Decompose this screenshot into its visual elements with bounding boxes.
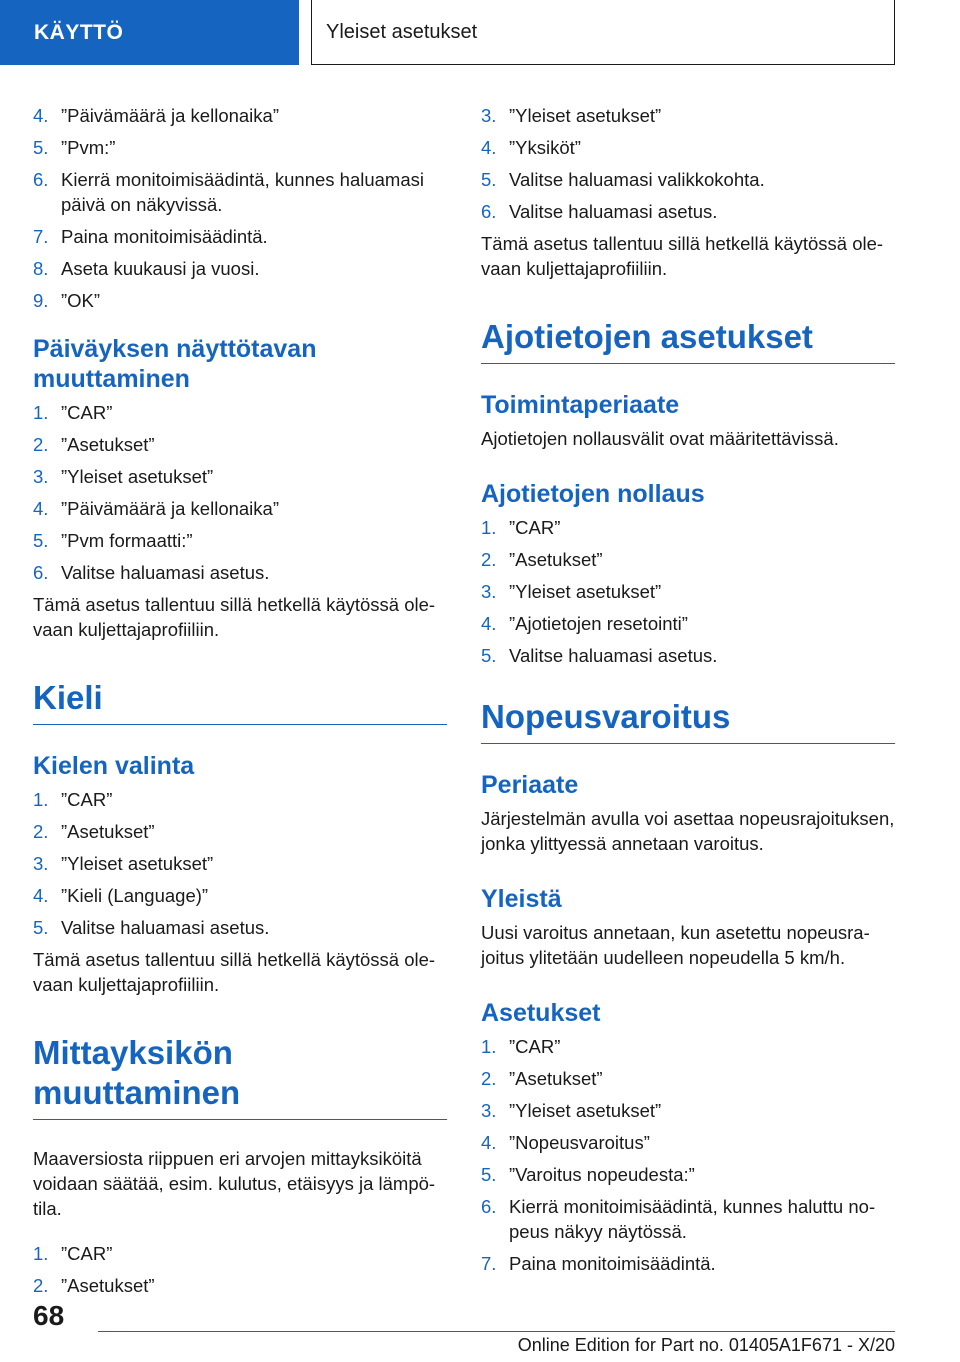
section-heading: Kielen valinta (33, 752, 195, 780)
date-format-steps (33, 400, 447, 585)
section-heading: Ajotietojen nollaus (481, 480, 705, 508)
step-text: ”CAR” (61, 789, 113, 810)
section-heading: Asetukset (481, 999, 601, 1027)
step-number: 4. (481, 1132, 497, 1153)
body-paragraph: Uusi varoitus annetaan, kun asetettu nopeusrajoitus ylitetään uudelleen nopeudella 5 km/h. (481, 922, 870, 968)
list-item (33, 496, 447, 521)
step-number: 2. (481, 549, 497, 570)
step-text: ”Kieli (Language)” (61, 885, 209, 906)
list-item (33, 288, 447, 313)
chapter-heading: Ajotietojen asetukset (481, 317, 895, 364)
step-number: 4. (33, 885, 49, 906)
list-item (481, 611, 895, 636)
step-number: 5. (33, 530, 49, 551)
step-number: 3. (481, 105, 497, 126)
step-number: 4. (481, 613, 497, 634)
step-number: 1. (33, 402, 49, 423)
list-item (33, 103, 447, 128)
list-item (481, 135, 895, 160)
chapter-heading: Nopeusvaroitus (481, 697, 895, 744)
step-number: 6. (33, 169, 49, 190)
step-text: Valitse haluamasi asetus. (61, 917, 270, 938)
step-text: ”Asetukset” (61, 821, 155, 842)
list-item (33, 167, 447, 217)
step-text: ”Pvm formaatti:” (61, 530, 193, 551)
list-item (481, 199, 895, 224)
step-number: 5. (481, 1164, 497, 1185)
list-item (481, 1098, 895, 1123)
step-number: 1. (33, 1243, 49, 1264)
section-heading: Toimintaperiaate (481, 391, 680, 419)
step-number: 3. (33, 466, 49, 487)
language-steps (33, 787, 447, 940)
body-paragraph: Maaversiosta riippuen eri arvojen mittayksiköitä voidaan säätää, esim. kulutus, etäisyys ja lämpötila. (33, 1148, 436, 1219)
step-text: ”Yleiset asetukset” (61, 853, 214, 874)
step-number: 5. (481, 169, 497, 190)
step-number: 2. (481, 1068, 497, 1089)
list-item (33, 135, 447, 160)
list-item (33, 528, 447, 553)
step-text: ”Asetukset” (61, 434, 155, 455)
list-item (33, 224, 447, 249)
footer-divider (98, 1331, 895, 1332)
list-item (481, 1066, 895, 1091)
step-text: Valitse haluamasi valikkokohta. (509, 169, 765, 190)
step-text: ”Yleiset asetukset” (509, 581, 662, 602)
step-number: 6. (481, 1196, 497, 1217)
list-item (33, 464, 447, 489)
list-item (481, 1034, 895, 1059)
step-text: ”Asetukset” (509, 549, 603, 570)
step-number: 3. (481, 1100, 497, 1121)
list-item (33, 1241, 447, 1266)
list-item (481, 1130, 895, 1155)
trip-reset-steps (481, 515, 895, 668)
list-item (33, 851, 447, 876)
speed-warning-steps (481, 1034, 895, 1276)
list-item (33, 819, 447, 844)
step-text: ”Yleiset asetukset” (509, 1100, 662, 1121)
step-text: Valitse haluamasi asetus. (509, 645, 718, 666)
body-paragraph: Tämä asetus tallentuu sillä hetkellä käytössä olevaan kuljettajaprofiiliin. (481, 233, 884, 279)
step-number: 9. (33, 290, 49, 311)
section-label: KÄYTTÖ (34, 20, 124, 44)
list-item (481, 103, 895, 128)
body-paragraph: Tämä asetus tallentuu sillä hetkellä käytössä olevaan kuljettajaprofiiliin. (33, 594, 436, 640)
footer-edition: Online Edition for Part no. 01405A1F671 - X/20 (517, 1335, 895, 1355)
step-number: 7. (481, 1253, 497, 1274)
step-text: ”Yksiköt” (509, 137, 581, 158)
step-text: ”Päivämäärä ja kellonaika” (61, 105, 279, 126)
step-text: Paina monitoimisäädintä. (509, 1253, 716, 1274)
step-number: 3. (481, 581, 497, 602)
step-text: Valitse haluamasi asetus. (509, 201, 718, 222)
section-heading: Päiväyksen näyttötavan muuttaminen (33, 335, 317, 393)
step-text: ”Asetukset” (509, 1068, 603, 1089)
step-number: 5. (33, 137, 49, 158)
step-number: 7. (33, 226, 49, 247)
step-text: ”Asetukset” (61, 1275, 155, 1296)
list-item (481, 1251, 895, 1276)
list-item (33, 256, 447, 281)
list-item (481, 515, 895, 540)
left-column (33, 103, 447, 1305)
list-item (481, 1162, 895, 1187)
body-paragraph: Järjestelmän avulla voi asettaa nopeusrajoituksen, jonka ylittyessä annetaan varoitus. (481, 808, 895, 854)
section-heading: Periaate (481, 771, 579, 799)
step-text: ”CAR” (509, 517, 561, 538)
step-number: 1. (481, 1036, 497, 1057)
step-text: ”CAR” (61, 402, 113, 423)
step-text: ”Päivämäärä ja kellonaika” (61, 498, 279, 519)
page-header (311, 0, 895, 65)
date-time-steps (33, 103, 447, 313)
list-item (33, 560, 447, 585)
step-text: ”Yleiset asetukset” (61, 466, 214, 487)
list-item (33, 1273, 447, 1298)
step-number: 4. (33, 105, 49, 126)
section-tab (0, 0, 299, 65)
step-text: Valitse haluamasi asetus. (61, 562, 270, 583)
step-number: 4. (481, 137, 497, 158)
units-steps (33, 1241, 447, 1298)
step-number: 1. (33, 789, 49, 810)
step-text: Aseta kuukausi ja vuosi. (61, 258, 260, 279)
page-number: 68 (33, 1300, 65, 1331)
step-number: 3. (33, 853, 49, 874)
section-heading: Yleistä (481, 885, 562, 913)
step-text: Kierrä monitoimisäädintä, kunnes haluamasi päivä on näkyvissä. (61, 169, 424, 215)
step-number: 4. (33, 498, 49, 519)
step-text: ”CAR” (61, 1243, 113, 1264)
header-title: Yleiset asetukset (326, 20, 478, 43)
body-paragraph: Tämä asetus tallentuu sillä hetkellä käytössä olevaan kuljettajaprofiiliin. (33, 949, 436, 995)
step-text: Paina monitoimisäädintä. (61, 226, 268, 247)
step-number: 2. (33, 434, 49, 455)
chapter-heading: Kieli (33, 678, 447, 725)
list-item (33, 400, 447, 425)
list-item (33, 787, 447, 812)
chapter-heading: Mittayksikön muuttaminen (33, 1033, 447, 1120)
right-column (481, 103, 895, 1283)
step-number: 6. (33, 562, 49, 583)
body-paragraph: Ajotietojen nollausvälit ovat määritettävissä. (481, 428, 839, 449)
step-text: ”Nopeusvaroitus” (509, 1132, 650, 1153)
list-item (481, 547, 895, 572)
step-number: 8. (33, 258, 49, 279)
step-text: ”CAR” (509, 1036, 561, 1057)
units-steps-continued (481, 103, 895, 224)
step-text: ”OK” (61, 290, 101, 311)
list-item (33, 915, 447, 940)
list-item (481, 579, 895, 604)
step-number: 2. (33, 821, 49, 842)
step-number: 5. (481, 645, 497, 666)
step-number: 6. (481, 201, 497, 222)
step-text: ”Pvm:” (61, 137, 116, 158)
list-item (481, 167, 895, 192)
step-text: ”Ajotietojen resetointi” (509, 613, 688, 634)
list-item (481, 643, 895, 668)
list-item (33, 883, 447, 908)
list-item (481, 1194, 895, 1244)
list-item (33, 432, 447, 457)
step-text: ”Yleiset asetukset” (509, 105, 662, 126)
step-number: 5. (33, 917, 49, 938)
step-text: Kierrä monitoimisäädintä, kunnes haluttu nopeus näkyy näytössä. (509, 1196, 876, 1242)
step-text: ”Varoitus nopeudesta:” (509, 1164, 695, 1185)
step-number: 2. (33, 1275, 49, 1296)
step-number: 1. (481, 517, 497, 538)
